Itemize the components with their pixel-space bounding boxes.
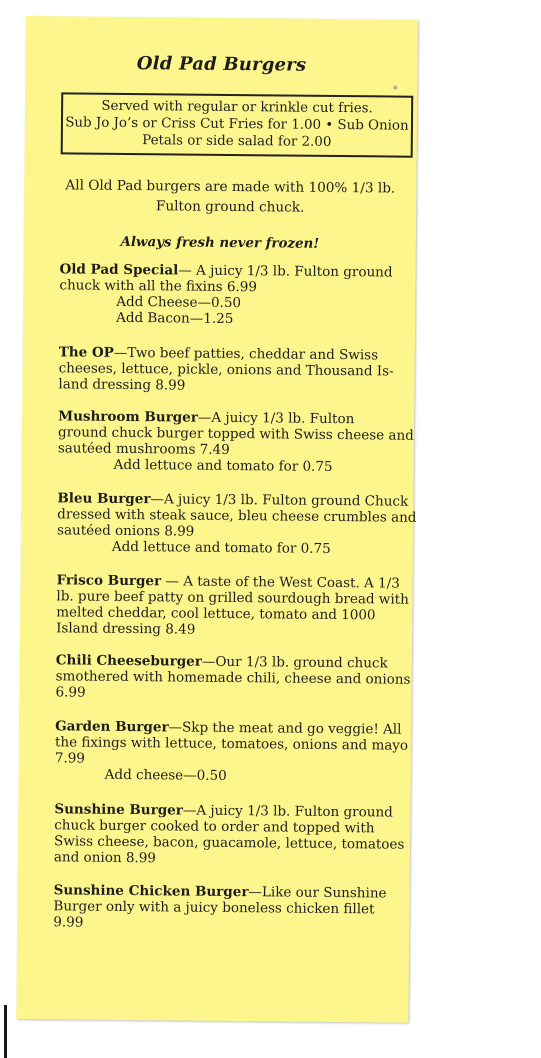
item-description: Island dressing 8.49 [56, 620, 196, 638]
fries-info-line: Served with regular or krinkle cut fries. [101, 98, 373, 117]
item-name: Mushroom Burger [58, 408, 198, 426]
item-description: 9.99 [53, 914, 84, 931]
tagline: Always fresh never frozen! [120, 233, 320, 252]
item-addon: Add cheese—0.50 [104, 766, 227, 784]
item-description: —Like our Sunshine [248, 884, 387, 902]
item-description: lb. pure beef patty on grilled sourdough bread with [56, 588, 409, 608]
item-addon: Add lettuce and tomato for 0.75 [111, 538, 331, 557]
fries-info-line: Sub Jo Jo’s or Criss Cut Fries for 1.00 • Sub Onion [65, 115, 409, 134]
menu-item-chili-cheeseburger [55, 652, 411, 703]
item-description: —Two beef patties, cheddar and Swiss [113, 344, 379, 364]
item-description: chuck burger cooked to order and topped with [54, 817, 375, 837]
item-description: melted cheddar, cool lettuce, tomato and 1000 [56, 604, 376, 624]
item-name: Frisco Burger [56, 572, 162, 590]
item-name: The OP [58, 344, 114, 361]
intro-line: Fulton ground chuck. [155, 198, 305, 216]
item-description: land dressing 8.99 [58, 376, 186, 394]
menu-item-old-pad-special [59, 261, 410, 328]
item-name: Sunshine Chicken Burger [53, 882, 249, 901]
menu-item-frisco-burger [56, 572, 407, 639]
menu-item-sunshine-chicken-burger [53, 882, 403, 933]
item-description: —Skp the meat and go veggie! All [168, 719, 402, 738]
item-name: Garden Burger [55, 718, 169, 736]
item-name: Bleu Burger [57, 490, 151, 508]
menu-item-bleu-burger [56, 490, 417, 557]
menu-item-garden-burger [54, 718, 409, 785]
item-description: —A juicy 1/3 lb. Fulton [197, 409, 355, 428]
item-description: sautéed mushrooms 7.49 [57, 440, 230, 458]
menu-item-sunshine-burger [54, 801, 405, 868]
item-description: —A juicy 1/3 lb. Fulton ground Chuck [150, 491, 409, 510]
fries-info-line: Petals or side salad for 2.00 [142, 133, 332, 150]
menu-item-the-op [58, 344, 408, 395]
item-description: — A juicy 1/3 lb. Fulton ground [178, 262, 393, 281]
item-description: ground chuck burger topped with Swiss cheese and [57, 424, 414, 444]
item-name: Sunshine Burger [54, 801, 183, 819]
menu-title: Old Pad Burgers [136, 53, 307, 76]
item-name: Old Pad Special [59, 261, 179, 279]
paper-speck [393, 86, 397, 90]
menu-item-mushroom-burger [57, 408, 414, 475]
item-description: smothered with homemade chili, cheese and onions [55, 668, 411, 688]
item-description: dressed with steak sauce, bleu cheese crumbles and [57, 506, 417, 526]
item-description: sautéed onions 8.99 [56, 522, 195, 540]
menu-page [16, 16, 418, 1023]
item-description: 6.99 [55, 684, 86, 701]
item-addon: Add lettuce and tomato for 0.75 [113, 456, 333, 475]
item-description: cheeses, lettuce, pickle, onions and Thousand Is- [58, 360, 394, 380]
item-description: Burger only with a juicy boneless chicken fillet [53, 898, 375, 918]
item-description: —Our 1/3 lb. ground chuck [201, 653, 388, 672]
item-description: chuck with all the fixins 6.99 [59, 277, 258, 296]
item-description: —A juicy 1/3 lb. Fulton ground [182, 802, 393, 821]
item-addon: Add Cheese—0.50 [116, 293, 242, 312]
item-description: Swiss cheese, bacon, guacamole, lettuce, tomatoes [54, 833, 405, 853]
item-addon: Add Bacon—1.25 [116, 309, 234, 328]
scan-edge-mark [4, 1005, 7, 1058]
item-description: — A taste of the West Coast. A 1/3 [161, 573, 400, 592]
intro-text [64, 175, 396, 218]
item-description: the fixings with lettuce, tomatoes, onions and mayo [54, 734, 409, 754]
item-description: 7.99 [54, 750, 86, 767]
item-name: Chili Cheeseburger [55, 652, 202, 670]
intro-line: All Old Pad burgers are made with 100% 1/3 lb. [65, 177, 396, 197]
fries-info-box [61, 92, 414, 157]
item-description: and onion 8.99 [53, 849, 156, 867]
